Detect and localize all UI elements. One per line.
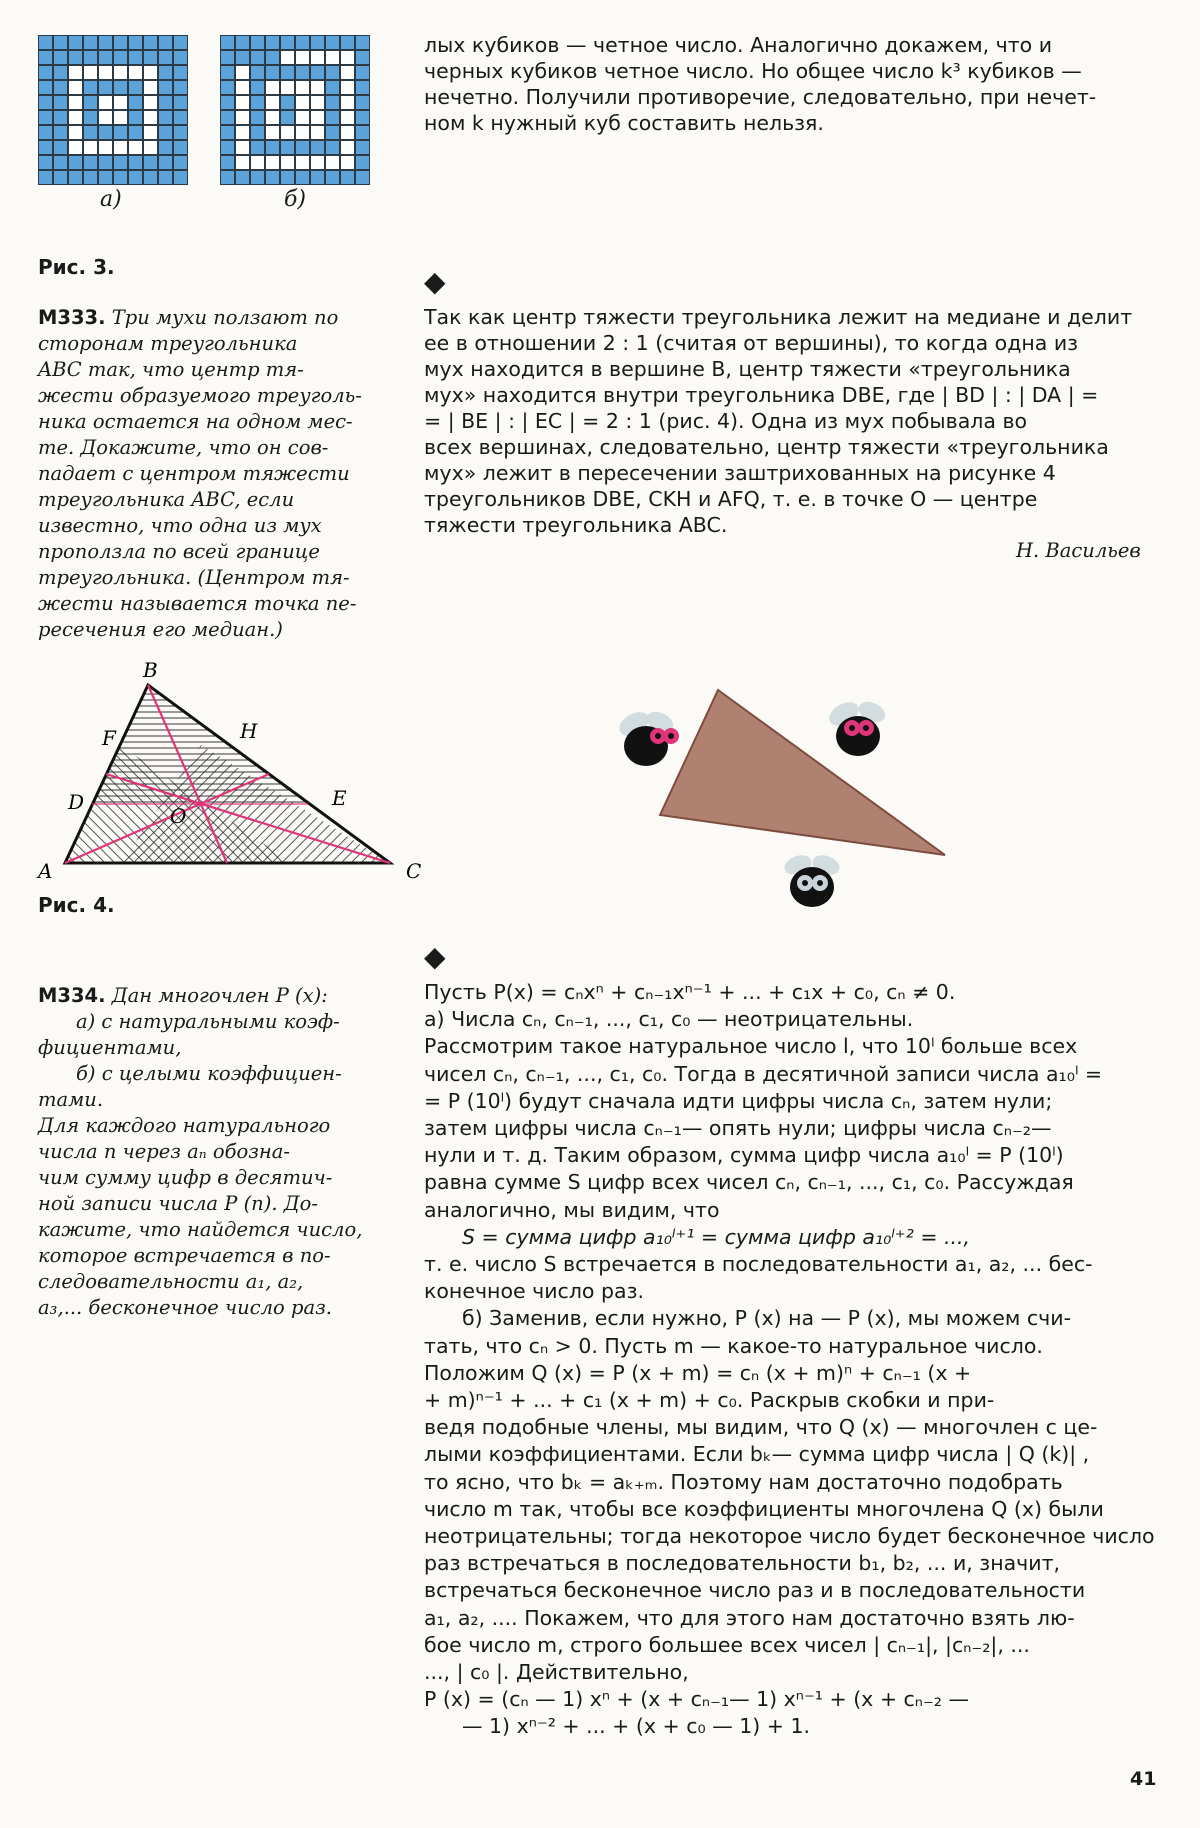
- point-label-o: O: [170, 804, 187, 828]
- grid-cell: [99, 66, 112, 79]
- text-line: ной записи числа P (n). До-: [38, 1192, 318, 1215]
- grid-cell: [99, 141, 112, 154]
- text-line: мух» лежит в пересечении заштрихованных на рисунке 4: [424, 461, 1056, 485]
- grid-cell: [114, 156, 127, 169]
- text-line: падает с центром тяжести: [38, 462, 350, 485]
- text-line: жести образуемого треуголь-: [38, 384, 362, 407]
- figure-3-sub-a: а): [100, 187, 122, 212]
- grid-cell: [356, 171, 369, 184]
- grid-cell: [236, 81, 249, 94]
- grid-cell: [99, 96, 112, 109]
- grid-cell: [296, 51, 309, 64]
- grid-cell: [99, 156, 112, 169]
- grid-cell: [84, 51, 97, 64]
- grid-cell: [99, 111, 112, 124]
- grid-cell: [266, 141, 279, 154]
- grid-cell: [159, 36, 172, 49]
- text-line: ресечения его медиан.): [38, 618, 283, 641]
- grid-cell: [236, 96, 249, 109]
- grid-cell: [281, 51, 294, 64]
- grid-cell: [356, 51, 369, 64]
- grid-cell: [341, 171, 354, 184]
- grid-cell: [84, 36, 97, 49]
- text-line: — 1) xⁿ⁻² + ... + (x + c₀ — 1) + 1.: [462, 1714, 811, 1739]
- grid-cell: [54, 156, 67, 169]
- vertex-label-a: A: [38, 859, 53, 883]
- text-line: Пусть P(x) = cₙxⁿ + cₙ₋₁xⁿ⁻¹ + ... + c₁x + c₀, cₙ ≠ 0.: [424, 980, 956, 1004]
- grid-cell: [114, 96, 127, 109]
- grid-figure-b: [220, 35, 370, 185]
- grid-cell: [311, 156, 324, 169]
- grid-cell: [99, 51, 112, 64]
- grid-cell: [159, 96, 172, 109]
- grid-cell: [114, 36, 127, 49]
- grid-cell: [129, 126, 142, 139]
- grid-cell: [326, 66, 339, 79]
- text-line: бое число m, строго большее всех чисел | cₙ₋₁|, |cₙ₋₂|, ...: [424, 1632, 1030, 1657]
- grid-cell: [281, 81, 294, 94]
- grid-cell: [281, 171, 294, 184]
- grid-cell: [114, 111, 127, 124]
- grid-cell: [144, 66, 157, 79]
- grid-cell: [39, 36, 52, 49]
- grid-cell: [174, 51, 187, 64]
- grid-cell: [159, 81, 172, 94]
- grid-cell: [159, 66, 172, 79]
- grid-cell: [311, 141, 324, 154]
- grid-cell: [341, 36, 354, 49]
- grid-cell: [39, 156, 52, 169]
- grid-cell: [129, 171, 142, 184]
- problem-number: М333.: [38, 306, 106, 329]
- grid-cell: [281, 111, 294, 124]
- grid-cell: [356, 96, 369, 109]
- text-line: нечетно. Получили противоречие, следовательно, при нечет-: [424, 85, 1097, 109]
- text-line: Рассмотрим такое натуральное число l, что 10ˡ больше всех: [424, 1034, 1078, 1059]
- grid-cell: [341, 66, 354, 79]
- grid-cell: [174, 141, 187, 154]
- m333-solution: [424, 304, 1164, 538]
- grid-cell: [356, 36, 369, 49]
- grid-cell: [39, 51, 52, 64]
- grid-cell: [251, 66, 264, 79]
- grid-cell: [236, 171, 249, 184]
- grid-cell: [129, 36, 142, 49]
- text-line: тать, что cₙ > 0. Пусть m — какое-то натуральное число.: [424, 1333, 1043, 1358]
- text-line: проползла по всей границе: [38, 540, 320, 563]
- grid-cell: [326, 171, 339, 184]
- text-line: т. е. число S встречается в последовательности a₁, a₂, ... бес-: [424, 1252, 1093, 1277]
- grid-cell: [251, 96, 264, 109]
- grid-cell: [54, 51, 67, 64]
- grid-cell: [54, 81, 67, 94]
- text-line: ..., | c₀ |. Действительно,: [424, 1660, 689, 1685]
- grid-cell: [39, 66, 52, 79]
- grid-cell: [144, 126, 157, 139]
- fly-icon: [615, 707, 679, 766]
- grid-cell: [174, 126, 187, 139]
- grid-cell: [221, 51, 234, 64]
- vertex-label-b: B: [143, 658, 158, 682]
- grid-cell: [326, 96, 339, 109]
- text-line: Дан многочлен P (x):: [111, 984, 328, 1007]
- figure-4-triangle: [30, 655, 430, 885]
- grid-cell: [326, 36, 339, 49]
- grid-cell: [84, 81, 97, 94]
- grid-cell: [129, 156, 142, 169]
- grid-cell: [236, 156, 249, 169]
- grid-cell: [236, 51, 249, 64]
- text-line: то ясно, что bₖ = aₖ₊ₘ. Поэтому нам достаточно подобрать: [424, 1469, 1063, 1494]
- text-line: кажите, что найдется число,: [38, 1218, 363, 1241]
- grid-cell: [296, 156, 309, 169]
- grid-cell: [159, 111, 172, 124]
- grid-cell: [356, 81, 369, 94]
- grid-cell: [84, 66, 97, 79]
- grid-cell: [341, 156, 354, 169]
- text-line: + m)ⁿ⁻¹ + ... + c₁ (x + m) + c₀. Раскрыв скобки и при-: [424, 1388, 995, 1413]
- text-line: Так как центр тяжести треугольника лежит на медиане и делит: [424, 305, 1133, 329]
- text-line: Положим Q (x) = P (x + m) = cₙ (x + m)ⁿ + cₙ₋₁ (x +: [424, 1360, 972, 1385]
- grid-cell: [114, 51, 127, 64]
- text-line: те. Докажите, что он сов-: [38, 436, 329, 459]
- grid-cell: [296, 81, 309, 94]
- grid-cell: [296, 126, 309, 139]
- point-label-e: E: [332, 786, 347, 810]
- grid-cell: [159, 126, 172, 139]
- point-label-f: F: [102, 726, 116, 750]
- text-line: чим сумму цифр в десятич-: [38, 1166, 333, 1189]
- grid-cell: [144, 81, 157, 94]
- grid-cell: [114, 66, 127, 79]
- text-line: числа n через aₙ обозна-: [38, 1140, 290, 1163]
- grid-cell: [341, 111, 354, 124]
- point-label-d: D: [68, 790, 85, 814]
- grid-cell: [159, 156, 172, 169]
- grid-cell: [341, 96, 354, 109]
- text-line: а) Числа cₙ, cₙ₋₁, ..., c₁, c₀ — неотрицательны.: [424, 1007, 914, 1032]
- grid-cell: [54, 111, 67, 124]
- fly-icon: [825, 697, 888, 756]
- grid-cell: [341, 141, 354, 154]
- text-line: тяжести треугольника ABC.: [424, 513, 728, 537]
- grid-cell: [69, 171, 82, 184]
- grid-cell: [221, 111, 234, 124]
- grid-cell: [266, 66, 279, 79]
- grid-cell: [174, 111, 187, 124]
- grid-cell: [296, 141, 309, 154]
- grid-cell: [174, 81, 187, 94]
- grid-cell: [356, 126, 369, 139]
- grid-cell: [266, 156, 279, 169]
- grid-cell: [311, 171, 324, 184]
- text-line: треугольников DBE, CKH и AFQ, т. е. в точке O — центре: [424, 487, 1038, 511]
- grid-cell: [341, 81, 354, 94]
- grid-cell: [236, 66, 249, 79]
- text-line: ном k нужный куб составить нельзя.: [424, 111, 824, 135]
- grid-cell: [251, 111, 264, 124]
- grid-cell: [84, 171, 97, 184]
- grid-cell: [326, 111, 339, 124]
- text-line: P (x) = (cₙ — 1) xⁿ + (x + cₙ₋₁— 1) xⁿ⁻¹ + (x + cₙ₋₂ —: [424, 1687, 970, 1712]
- text-line: = P (10ˡ) будут сначала идти цифры числа cₙ, затем нули;: [424, 1088, 1053, 1113]
- point-label-h: H: [240, 719, 258, 743]
- diamond-marker-2: ◆: [424, 940, 446, 973]
- grid-cell: [84, 96, 97, 109]
- grid-cell: [356, 66, 369, 79]
- text-line: равна сумме S цифр всех чисел cₙ, cₙ₋₁, ..., c₁, c₀. Рассуждая: [424, 1170, 1074, 1195]
- grid-cell: [99, 36, 112, 49]
- text-line: лыми коэффициентами. Если bₖ— сумма цифр числа | Q (k)| ,: [424, 1442, 1090, 1467]
- grid-cell: [84, 156, 97, 169]
- grid-cell: [39, 81, 52, 94]
- grid-cell: [221, 66, 234, 79]
- grid-cell: [236, 126, 249, 139]
- grid-cell: [281, 156, 294, 169]
- grid-cell: [266, 171, 279, 184]
- grid-cell: [39, 171, 52, 184]
- grid-cell: [54, 126, 67, 139]
- problem-m334: [38, 983, 388, 1321]
- text-line: конечное число раз.: [424, 1279, 644, 1304]
- grid-cell: [296, 66, 309, 79]
- grid-cell: [69, 51, 82, 64]
- grid-cell: [341, 51, 354, 64]
- grid-cell: [144, 51, 157, 64]
- grid-cell: [266, 111, 279, 124]
- text-line: мух находится в вершине B, центр тяжести «треугольника: [424, 357, 1071, 381]
- grid-cell: [281, 96, 294, 109]
- figure-3: [38, 35, 388, 255]
- problem-m333: [38, 305, 388, 643]
- grid-cell: [99, 126, 112, 139]
- diamond-marker-1: ◆: [424, 265, 446, 298]
- grid-cell: [144, 171, 157, 184]
- grid-cell: [144, 156, 157, 169]
- text-line: ее в отношении 2 : 1 (считая от вершины), то когда одна из: [424, 331, 1079, 355]
- grid-cell: [251, 51, 264, 64]
- grid-cell: [54, 36, 67, 49]
- flies-illustration: [600, 680, 960, 940]
- grid-cell: [311, 111, 324, 124]
- grid-cell: [296, 96, 309, 109]
- text-line: которое встречается в по-: [38, 1244, 331, 1267]
- grid-cell: [69, 156, 82, 169]
- text-line: число m так, чтобы все коэффициенты многочлена Q (x) были: [424, 1496, 1104, 1521]
- grid-cell: [54, 141, 67, 154]
- text-line: раз встречаться в последовательности b₁, b₂, ... и, значит,: [424, 1551, 1061, 1576]
- text-line: a₁, a₂, .... Покажем, что для этого нам достаточно взять лю-: [424, 1605, 1075, 1630]
- text-line: треугольника. (Центром тя-: [38, 566, 350, 589]
- text-line: аналогично, мы видим, что: [424, 1197, 720, 1222]
- m334-solution: [424, 979, 1169, 1741]
- grid-cell: [114, 171, 127, 184]
- grid-cell: [69, 36, 82, 49]
- text-line: жести называется точка пе-: [38, 592, 357, 615]
- grid-cell: [174, 156, 187, 169]
- grid-cell: [69, 111, 82, 124]
- grid-cell: [326, 81, 339, 94]
- grid-cell: [114, 126, 127, 139]
- grid-cell: [39, 111, 52, 124]
- grid-cell: [311, 96, 324, 109]
- text-line: известно, что одна из мух: [38, 514, 322, 537]
- text-line: S = сумма цифр a₁₀ˡ⁺¹ = сумма цифр a₁₀ˡ⁺² = ...,: [462, 1224, 971, 1249]
- grid-cell: [251, 156, 264, 169]
- grid-cell: [174, 171, 187, 184]
- brown-triangle: [660, 690, 945, 855]
- grid-cell: [174, 36, 187, 49]
- text-line: мух» находится внутри треугольника DBE, где | BD | : | DA | =: [424, 383, 1099, 407]
- grid-cell: [311, 81, 324, 94]
- vertex-label-c: C: [406, 859, 422, 883]
- grid-cell: [54, 66, 67, 79]
- grid-cell: [69, 141, 82, 154]
- figure-3-sub-b: б): [284, 187, 307, 212]
- text-line: а) с натуральными коэф-: [76, 1010, 340, 1033]
- grid-cell: [251, 171, 264, 184]
- grid-cell: [236, 111, 249, 124]
- text-line: ABC так, что центр тя-: [38, 358, 304, 381]
- text-line: = | BE | : | EC | = 2 : 1 (рис. 4). Одна из мух побывала во: [424, 409, 1028, 433]
- text-line: затем цифры числа cₙ₋₁— опять нули; цифры числа cₙ₋₂—: [424, 1116, 1052, 1141]
- grid-cell: [174, 66, 187, 79]
- grid-cell: [144, 111, 157, 124]
- grid-cell: [281, 66, 294, 79]
- text-line: чисел cₙ, cₙ₋₁, ..., c₁, c₀. Тогда в десятичной записи числа a₁₀ˡ =: [424, 1061, 1103, 1086]
- grid-cell: [54, 96, 67, 109]
- grid-cell: [266, 96, 279, 109]
- text-line: сторонам треугольника: [38, 332, 298, 355]
- grid-cell: [356, 156, 369, 169]
- grid-cell: [311, 51, 324, 64]
- grid-cell: [144, 36, 157, 49]
- grid-cell: [356, 141, 369, 154]
- text-line: лых кубиков — четное число. Аналогично докажем, что и: [424, 33, 1053, 57]
- grid-cell: [39, 141, 52, 154]
- grid-cell: [221, 126, 234, 139]
- grid-cell: [69, 66, 82, 79]
- text-line: всех вершинах, следовательно, центр тяжести «треугольника: [424, 435, 1109, 459]
- text-line: Три мухи ползают по: [111, 306, 339, 329]
- grid-cell: [39, 126, 52, 139]
- grid-cell: [129, 96, 142, 109]
- grid-figure-a: [38, 35, 188, 185]
- grid-cell: [266, 126, 279, 139]
- text-line: нули и т. д. Таким образом, сумма цифр числа a₁₀ˡ = P (10ˡ): [424, 1143, 1064, 1168]
- grid-cell: [159, 141, 172, 154]
- grid-cell: [84, 141, 97, 154]
- grid-cell: [326, 126, 339, 139]
- grid-cell: [129, 66, 142, 79]
- grid-cell: [144, 96, 157, 109]
- grid-cell: [129, 141, 142, 154]
- text-line: б) с целыми коэффициен-: [76, 1062, 342, 1085]
- figure-3-caption: Рис. 3.: [38, 255, 115, 279]
- text-line: фициентами,: [38, 1036, 182, 1059]
- grid-cell: [296, 171, 309, 184]
- grid-cell: [251, 141, 264, 154]
- grid-cell: [69, 96, 82, 109]
- grid-cell: [144, 141, 157, 154]
- author-signature: Н. Васильев: [1016, 539, 1141, 562]
- grid-cell: [99, 81, 112, 94]
- page-number: 41: [1130, 1768, 1157, 1790]
- grid-cell: [39, 96, 52, 109]
- grid-cell: [251, 126, 264, 139]
- grid-cell: [266, 36, 279, 49]
- text-line: треугольника ABC, если: [38, 488, 295, 511]
- text-line: черных кубиков четное число. Но общее число k³ кубиков —: [424, 59, 1082, 83]
- grid-cell: [251, 81, 264, 94]
- text-line: следовательности a₁, a₂,: [38, 1270, 304, 1293]
- grid-cell: [281, 126, 294, 139]
- text-line: Для каждого натурального: [38, 1114, 331, 1137]
- text-line: встречаться бесконечное число раз и в последовательности: [424, 1578, 1086, 1603]
- grid-cell: [129, 51, 142, 64]
- grid-cell: [221, 141, 234, 154]
- grid-cell: [54, 171, 67, 184]
- figure-4-caption: Рис. 4.: [38, 893, 115, 917]
- grid-cell: [311, 36, 324, 49]
- grid-cell: [99, 171, 112, 184]
- grid-cell: [356, 111, 369, 124]
- top-solution: [424, 32, 1164, 136]
- grid-cell: [84, 126, 97, 139]
- grid-cell: [159, 51, 172, 64]
- grid-cell: [236, 141, 249, 154]
- grid-cell: [266, 81, 279, 94]
- grid-cell: [251, 36, 264, 49]
- grid-cell: [266, 51, 279, 64]
- grid-cell: [296, 111, 309, 124]
- grid-cell: [174, 96, 187, 109]
- text-line: неотрицательны; тогда некоторое число будет бесконечное число: [424, 1524, 1155, 1549]
- grid-cell: [281, 141, 294, 154]
- grid-cell: [281, 36, 294, 49]
- grid-cell: [84, 111, 97, 124]
- text-line: б) Заменив, если нужно, P (x) на — P (x), мы можем счи-: [462, 1306, 1071, 1331]
- grid-cell: [69, 81, 82, 94]
- grid-cell: [114, 81, 127, 94]
- fly-icon: [782, 852, 842, 907]
- grid-cell: [326, 51, 339, 64]
- grid-cell: [311, 66, 324, 79]
- grid-cell: [129, 81, 142, 94]
- text-line: тами.: [38, 1088, 104, 1111]
- grid-cell: [311, 126, 324, 139]
- grid-cell: [221, 81, 234, 94]
- grid-cell: [69, 126, 82, 139]
- grid-cell: [159, 171, 172, 184]
- grid-cell: [114, 141, 127, 154]
- grid-cell: [296, 36, 309, 49]
- text-line: ника остается на одном мес-: [38, 410, 353, 433]
- problem-number: М334.: [38, 984, 106, 1007]
- grid-cell: [341, 126, 354, 139]
- grid-cell: [129, 111, 142, 124]
- grid-cell: [221, 96, 234, 109]
- text-line: ведя подобные члены, мы видим, что Q (x) — многочлен с це-: [424, 1415, 1098, 1440]
- grid-cell: [326, 141, 339, 154]
- grid-cell: [221, 36, 234, 49]
- grid-cell: [236, 36, 249, 49]
- grid-cell: [326, 156, 339, 169]
- grid-cell: [221, 171, 234, 184]
- grid-cell: [221, 156, 234, 169]
- text-line: a₃,... бесконечное число раз.: [38, 1296, 332, 1319]
